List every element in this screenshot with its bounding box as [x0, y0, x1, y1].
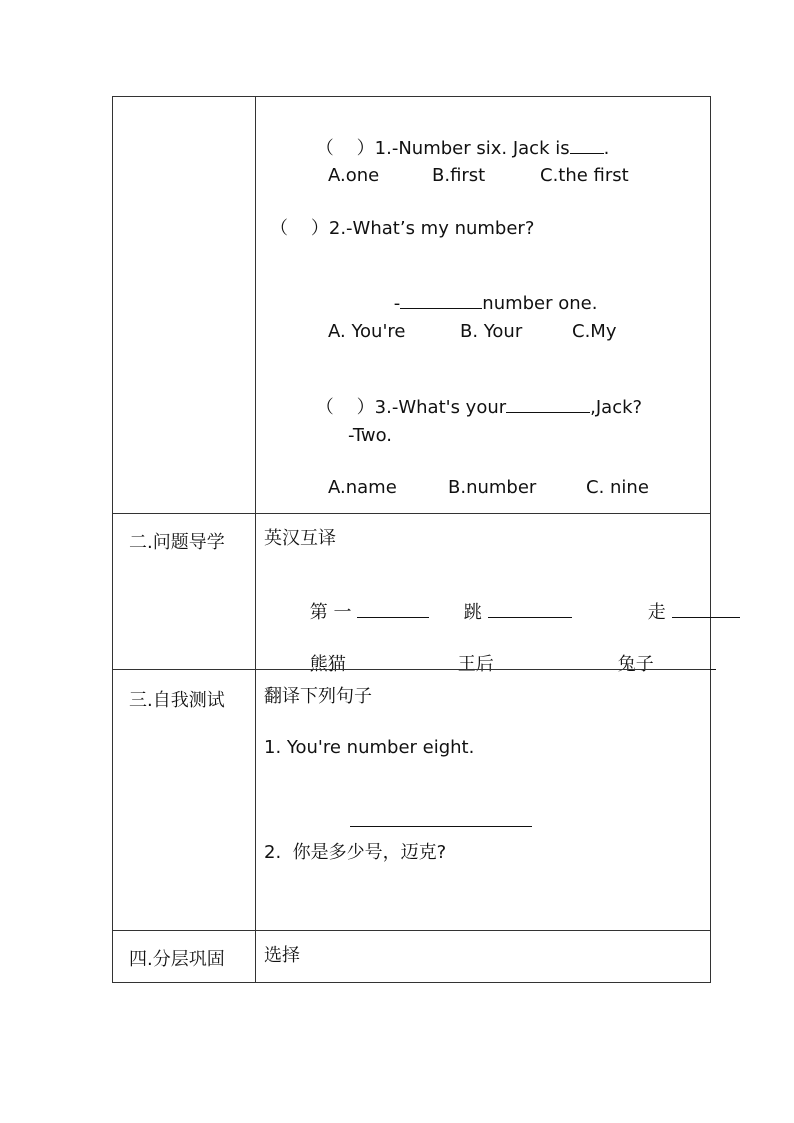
word-label: 走	[647, 602, 666, 623]
row-label-cell	[113, 97, 256, 513]
question-3-option-a: A.name	[328, 477, 397, 498]
question-1-suffix: .	[603, 138, 610, 159]
blank	[506, 396, 590, 413]
row-label-cell	[113, 670, 256, 930]
word-label: 熊猫	[309, 654, 346, 675]
sentence-1: 1. You're number eight.	[264, 737, 475, 758]
sentence-2: 2. 你是多少号，迈克?	[264, 842, 447, 863]
blank	[346, 653, 408, 670]
content-cell	[256, 931, 710, 982]
question-1-text: （ ）1.-Number six. Jack is	[315, 138, 570, 159]
question-1-option-c: C.the first	[540, 165, 629, 186]
blank	[342, 914, 542, 931]
question-2-option-a: A. You're	[328, 321, 406, 342]
question-1-option-b: B.first	[432, 165, 486, 186]
word-label: 第 一	[309, 602, 352, 623]
word-label: 兔子	[617, 654, 654, 675]
section-label: 三.自我测试	[129, 690, 225, 711]
section-title: 选择	[264, 945, 300, 966]
question-3	[270, 374, 642, 441]
question-3-answer: -Two.	[348, 425, 392, 446]
section-label: 四.分层巩固	[129, 949, 225, 970]
row-consolidation	[113, 930, 710, 982]
blank	[570, 137, 604, 154]
question-2-option-c: C.My	[572, 321, 617, 342]
row-self-test	[113, 669, 710, 930]
question-3-text: （ ）3.-What's your	[315, 397, 507, 418]
question-2: （ ）2.-What’s my number?	[270, 218, 535, 239]
answer-suffix: number one.	[482, 293, 598, 314]
blank	[494, 653, 568, 670]
content-cell	[256, 670, 710, 930]
blank	[350, 810, 532, 827]
word-label: 跳	[463, 602, 482, 623]
blank	[672, 601, 740, 618]
question-3-suffix: ,Jack?	[590, 397, 643, 418]
answer-dash: -	[393, 293, 401, 314]
worksheet-table	[112, 96, 711, 983]
row-choice-questions	[113, 97, 710, 513]
row-guided-questions	[113, 513, 710, 675]
question-3-option-b: B.number	[448, 477, 537, 498]
section-title: 英汉互译	[264, 528, 336, 549]
question-2-option-b: B. Your	[460, 321, 523, 342]
blank	[654, 653, 716, 670]
blank	[400, 292, 482, 309]
section-label: 二.问题导学	[129, 532, 225, 553]
word-label: 王后	[457, 654, 494, 675]
blank	[488, 601, 572, 618]
question-3-option-c: C. nine	[586, 477, 649, 498]
section-title: 翻译下列句子	[264, 686, 372, 707]
question-cell	[256, 97, 710, 513]
content-cell	[256, 514, 710, 675]
row-label-cell	[113, 514, 256, 669]
row-label-cell	[113, 931, 256, 982]
question-1-option-a: A.one	[328, 165, 380, 186]
